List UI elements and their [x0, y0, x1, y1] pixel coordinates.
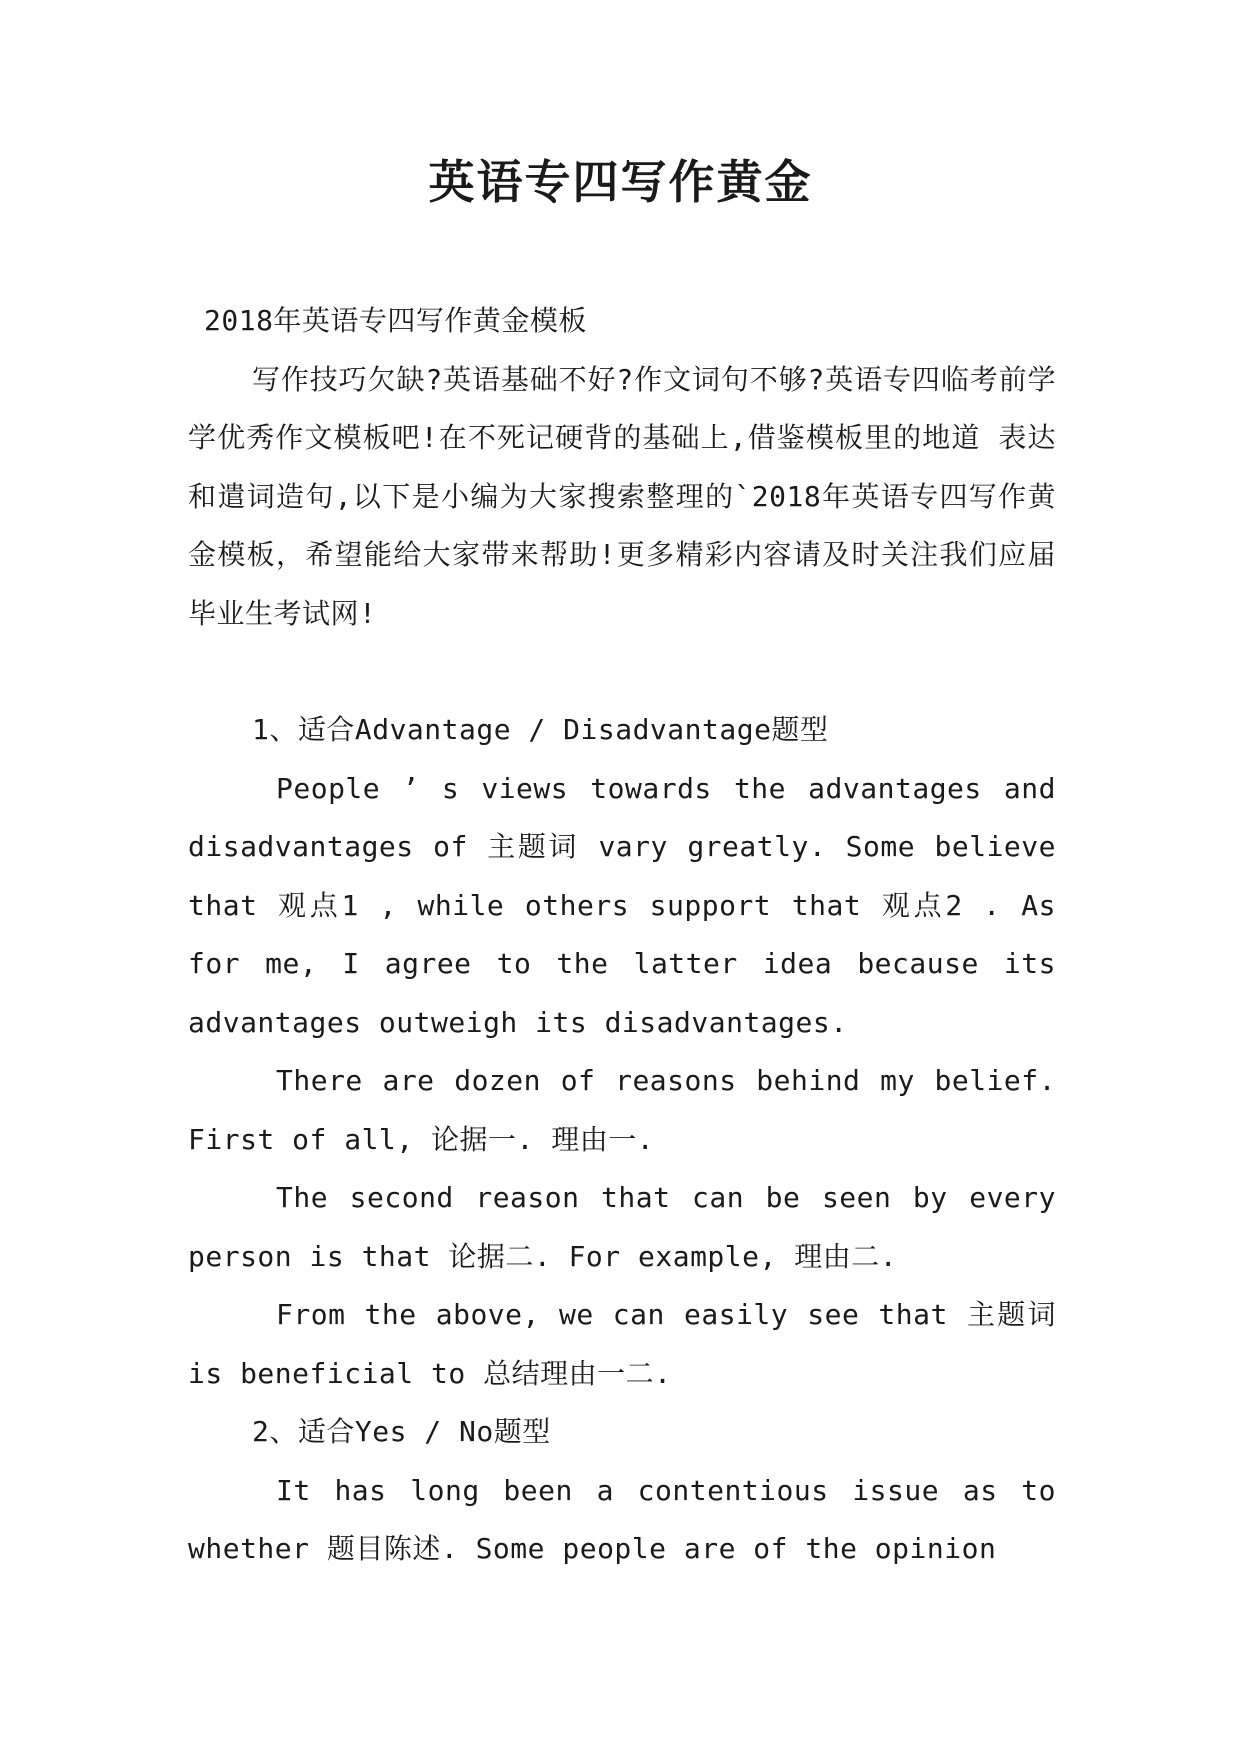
section-1-paragraph-3: The second reason that can be seen by every person is that 论据二. For example, 理由二.	[188, 1181, 1056, 1273]
intro-paragraph: 写作技巧欠缺?英语基础不好?作文词句不够?英语专四临考前学学优秀作文模板吧!在不死记硬背的基础上,借鉴模板里的地道 表达和遣词造句,以下是小编为大家搜索整理的`2018年英语专四写作黄金模板，希望能给大家带来帮助!更多精彩内容请及时关注我们应届毕业生考试网!	[188, 362, 1056, 630]
document-body	[188, 292, 1056, 1579]
document-subtitle: 2018年英语专四写作黄金模板	[204, 304, 587, 337]
section-1-paragraph-1: People ’ s views towards the advantages and disadvantages of 主题词 vary greatly. Some believe that 观点1 , while others support that 观点2 . As for me, I agree to the latter idea because its advantages outweigh its disadvantages.	[188, 771, 1056, 1039]
document-title: 英语专四写作黄金	[428, 155, 813, 209]
section-1-paragraph-2: There are dozen of reasons behind my belief. First of all, 论据一. 理由一.	[188, 1064, 1056, 1156]
section-1-paragraph-4: From the above, we can easily see that 主题词 is beneficial to 总结理由一二.	[188, 1298, 1056, 1390]
section-2-paragraph-1: It has long been a contentious issue as to whether 题目陈述. Some people are of the opinion	[188, 1473, 1056, 1565]
paragraph-gap	[188, 643, 1056, 701]
section-1-heading: 1、适合Advantage / Disadvantage题型	[252, 713, 829, 746]
section-2-heading: 2、适合Yes / No题型	[252, 1415, 551, 1448]
